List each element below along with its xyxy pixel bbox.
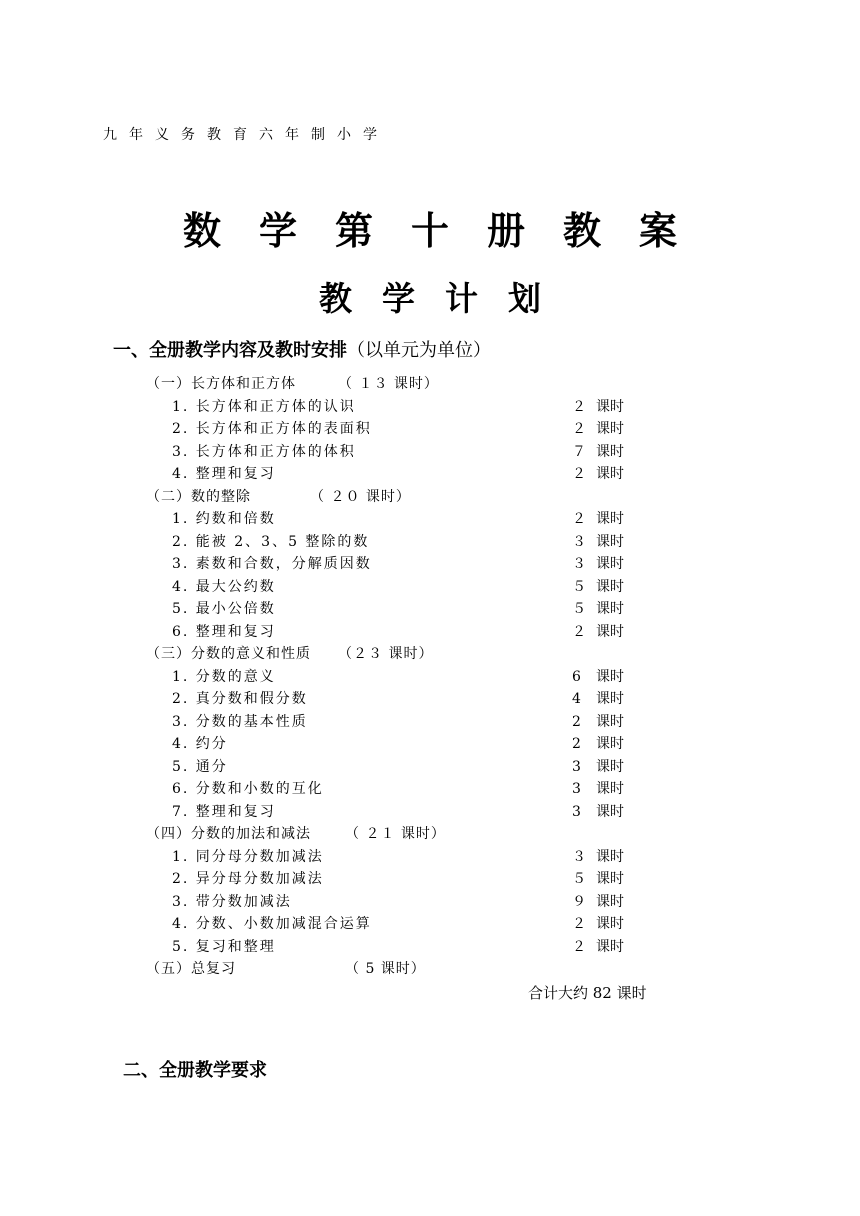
unit-row <box>146 958 236 978</box>
lesson-hours <box>572 621 624 641</box>
lesson-item: 6. 整理和复习 <box>172 623 276 640</box>
unit-label: （五）总复习 <box>146 961 236 977</box>
lesson-hours-count: ２ <box>572 421 586 437</box>
document-title: 数学第十册教案 <box>182 209 715 253</box>
lesson-hours-unit: 课时 <box>596 916 624 932</box>
section-1-heading <box>113 336 491 362</box>
lesson-hours <box>572 733 624 753</box>
lesson-hours <box>572 418 624 438</box>
lesson-hours <box>572 688 624 708</box>
lesson-item: 1. 同分母分数加减法 <box>172 848 324 865</box>
unit-hours: （ 5 课时） <box>345 961 426 977</box>
lesson-hours-count: 4 <box>572 691 581 707</box>
unit-row <box>146 373 296 393</box>
unit-label: （三）分数的意义和性质 <box>146 646 311 662</box>
lesson-item: 4. 分数、小数加减混合运算 <box>172 916 372 932</box>
lesson-hours-count: ２ <box>572 916 586 932</box>
lesson-hours-unit: 课时 <box>596 398 624 415</box>
lesson-hours <box>572 801 624 821</box>
lesson-item: 5. 通分 <box>172 758 228 775</box>
lesson-hours-count: 3 <box>572 803 581 820</box>
lesson-hours <box>572 846 624 866</box>
lesson-hours-unit: 课时 <box>596 893 624 910</box>
document-subtitle: 教学计划 <box>319 279 571 318</box>
lesson-hours-count: ２ <box>572 466 586 482</box>
lesson-hours-count: 2 <box>572 736 581 752</box>
lesson-hours-count: ２ <box>572 938 586 955</box>
lesson-hours-unit: 课时 <box>596 938 624 955</box>
lesson-hours <box>572 711 624 731</box>
lesson-hours-count: ２ <box>572 623 586 640</box>
lesson-item: 1. 长方体和正方体的认识 <box>172 398 356 415</box>
lesson-hours-count: ２ <box>572 398 586 415</box>
lesson-hours-unit: 课时 <box>596 803 624 820</box>
lesson-hours-count: 6 <box>572 668 581 685</box>
lesson-hours-count: ７ <box>572 443 586 460</box>
unit-row <box>146 643 311 663</box>
lesson-hours-unit: 课时 <box>596 758 624 775</box>
lesson-hours-unit: 课时 <box>596 601 624 617</box>
lesson-hours-count: ３ <box>572 848 586 865</box>
lesson-hours <box>572 576 624 596</box>
lesson-hours <box>572 441 624 461</box>
lesson-hours-unit: 课时 <box>596 466 624 482</box>
lesson-hours-unit: 课时 <box>596 713 624 730</box>
section-1-note: （以单元为单位） <box>347 340 491 361</box>
lesson-hours-count: ５ <box>572 871 586 887</box>
lesson-item: 3. 素数和合数，分解质因数 <box>172 556 372 572</box>
unit-label: （二）数的整除 <box>146 488 251 505</box>
lesson-hours-unit: 课时 <box>596 848 624 865</box>
lesson-hours-unit: 课时 <box>596 623 624 640</box>
lesson-hours-count: 3 <box>572 781 581 797</box>
unit-row <box>146 823 311 843</box>
lesson-hours-count: ５ <box>572 578 586 595</box>
unit-hours: （ ２１ 课时） <box>345 826 446 842</box>
lesson-hours-count: 2 <box>572 713 581 730</box>
lesson-hours-unit: 课时 <box>596 668 624 685</box>
lesson-hours <box>572 936 624 956</box>
section-1-title: 一、全册教学内容及教时安排 <box>113 340 347 361</box>
unit-hours: （ １３ 课时） <box>338 376 439 392</box>
lesson-hours-count: ５ <box>572 601 586 617</box>
lesson-hours <box>572 756 624 776</box>
lesson-hours <box>572 891 624 911</box>
lesson-hours-unit: 课时 <box>596 421 624 437</box>
lesson-item: 4. 最大公约数 <box>172 578 276 595</box>
lesson-hours <box>572 666 624 686</box>
lesson-item: 2. 能被 2、3、5 整除的数 <box>172 533 370 550</box>
lesson-item: 3. 分数的基本性质 <box>172 713 308 730</box>
lesson-hours <box>572 508 624 528</box>
lesson-hours <box>572 553 624 573</box>
lesson-hours-count: ９ <box>572 893 586 910</box>
lesson-hours-count: ３ <box>572 533 586 550</box>
unit-label: （一）长方体和正方体 <box>146 376 296 392</box>
lesson-item: 2. 异分母分数加减法 <box>172 871 324 887</box>
lesson-item: 2. 真分数和假分数 <box>172 691 308 707</box>
lesson-item: 1. 分数的意义 <box>172 668 276 685</box>
lesson-item: 3. 带分数加减法 <box>172 893 292 910</box>
lesson-item: 1. 约数和倍数 <box>172 511 276 527</box>
lesson-item: 7. 整理和复习 <box>172 803 276 820</box>
lesson-hours-unit: 课时 <box>596 781 624 797</box>
lesson-item: 2. 长方体和正方体的表面积 <box>172 421 372 437</box>
unit-hours: （２３ 课时） <box>338 646 434 662</box>
lesson-item: 4. 约分 <box>172 736 228 752</box>
lesson-hours-unit: 课时 <box>596 443 624 460</box>
lesson-hours-unit: 课时 <box>596 511 624 527</box>
lesson-hours-unit: 课时 <box>596 533 624 550</box>
unit-label: （四）分数的加法和减法 <box>146 826 311 842</box>
lesson-item: 3. 长方体和正方体的体积 <box>172 443 356 460</box>
total-hours: 合计大约 82 课时 <box>528 984 647 1002</box>
lesson-hours <box>572 868 624 888</box>
lesson-item: 5. 最小公倍数 <box>172 601 276 617</box>
lesson-hours <box>572 778 624 798</box>
lesson-hours-count: ２ <box>572 511 586 527</box>
lesson-item: 6. 分数和小数的互化 <box>172 781 324 797</box>
lesson-hours-unit: 课时 <box>596 736 624 752</box>
lesson-hours <box>572 396 624 416</box>
section-2-heading: 二、全册教学要求 <box>123 1060 267 1081</box>
lesson-hours-unit: 课时 <box>596 556 624 572</box>
lesson-hours <box>572 463 624 483</box>
unit-hours: （ ２０ 课时） <box>310 488 411 505</box>
lesson-hours-count: ３ <box>572 556 586 572</box>
lesson-hours <box>572 913 624 933</box>
unit-row <box>146 486 251 506</box>
lesson-hours-unit: 课时 <box>596 578 624 595</box>
lesson-item: 4. 整理和复习 <box>172 466 276 482</box>
lesson-item: 5. 复习和整理 <box>172 938 276 955</box>
lesson-hours-unit: 课时 <box>596 691 624 707</box>
lesson-hours <box>572 598 624 618</box>
lesson-hours-unit: 课时 <box>596 871 624 887</box>
lesson-hours-count: 3 <box>572 758 581 775</box>
header-line: 九年义务教育六年制小学 <box>103 127 389 143</box>
lesson-hours <box>572 531 624 551</box>
